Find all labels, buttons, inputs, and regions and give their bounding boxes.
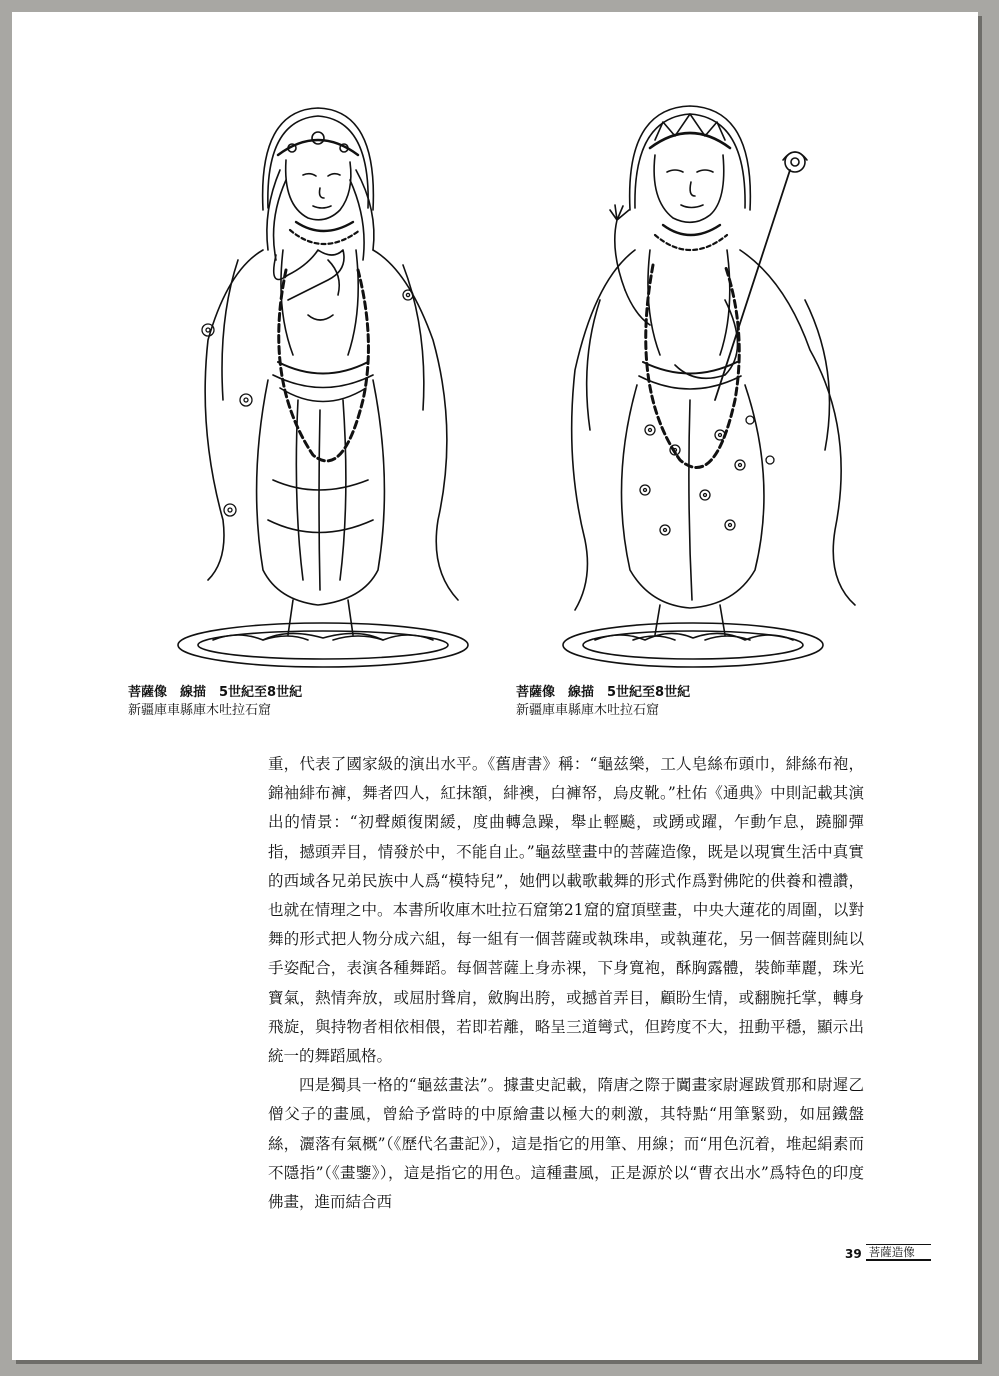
caption-location: 新疆庫車縣庫木吐拉石窟 bbox=[128, 703, 272, 718]
page-footer bbox=[845, 1244, 931, 1261]
bodhisattva-drawing-left bbox=[168, 100, 488, 670]
body-text bbox=[268, 750, 864, 1217]
page-number: 39 bbox=[845, 1247, 862, 1261]
bodhisattva-drawing-right bbox=[555, 100, 875, 670]
caption-title: 菩薩像 線描 5世紀至8世紀 bbox=[516, 685, 691, 700]
caption-location: 新疆庫車縣庫木吐拉石窟 bbox=[516, 703, 660, 718]
caption-title: 菩薩像 線描 5世紀至8世紀 bbox=[128, 685, 303, 700]
paragraph: 重，代表了國家級的演出水平。《舊唐書》稱：“龜兹樂，工人皂絲布頭巾，緋絲布袍，錦袖緋布褲，舞者四人，紅抹額，緋襖，白褲帑，烏皮靴。”杜佑《通典》中則記載其演出的情景：“初聲頗復閑緩，度曲轉急躁，舉止輕飈，或踴或躍，乍動乍息，蹺腳彈指，撼頭弄目，情發於中，不能自止。”龜兹壁畫中的菩薩造像，既是以現實生活中真實的西域各兄弟民族中人爲“模特兒”，她們以載歌載舞的形式作爲對佛陀的供養和禮讚，也就在情理之中。本書所收庫木吐拉石窟第21窟的窟頂壁畫，中央大蓮花的周圍，以對舞的形式把人物分成六組，每一組有一個菩薩或執珠串，或執蓮花，另一個菩薩則純以手姿配合，表演各種舞蹈。每個菩薩上身赤裸，下身寬袍，酥胸露體，裝飾華麗，珠光寶氣，熱情奔放，或屈肘聳肩，斂胸出胯，或撼首弄目，顧盼生情，或翻腕托掌，轉身飛旋，與持物者相依相偎，若即若離，略呈三道彎式，但跨度不大，扭動平穩，顯示出統一的舞蹈風格。 bbox=[268, 755, 864, 1066]
running-title: 菩薩造像 bbox=[866, 1244, 931, 1261]
figure-caption-left bbox=[128, 684, 302, 720]
paragraph: 四是獨具一格的“龜兹畫法”。據畫史記載，隋唐之際于闐畫家尉遲跋質那和尉遲乙僧父子的畫風，曾給予當時的中原繪畫以極大的刺激，其特點“用筆緊勁，如屈鐵盤絲，灑落有氣概”（《歷代名畫記》），這是指它的用筆、用線；而“用色沉着，堆起絹素而不隱指”（《畫鑒》），這是指它的用色。這種畫風，正是源於以“曹衣出水”爲特色的印度佛畫，進而結合西 bbox=[268, 1076, 864, 1212]
figure-caption-right bbox=[516, 684, 690, 720]
